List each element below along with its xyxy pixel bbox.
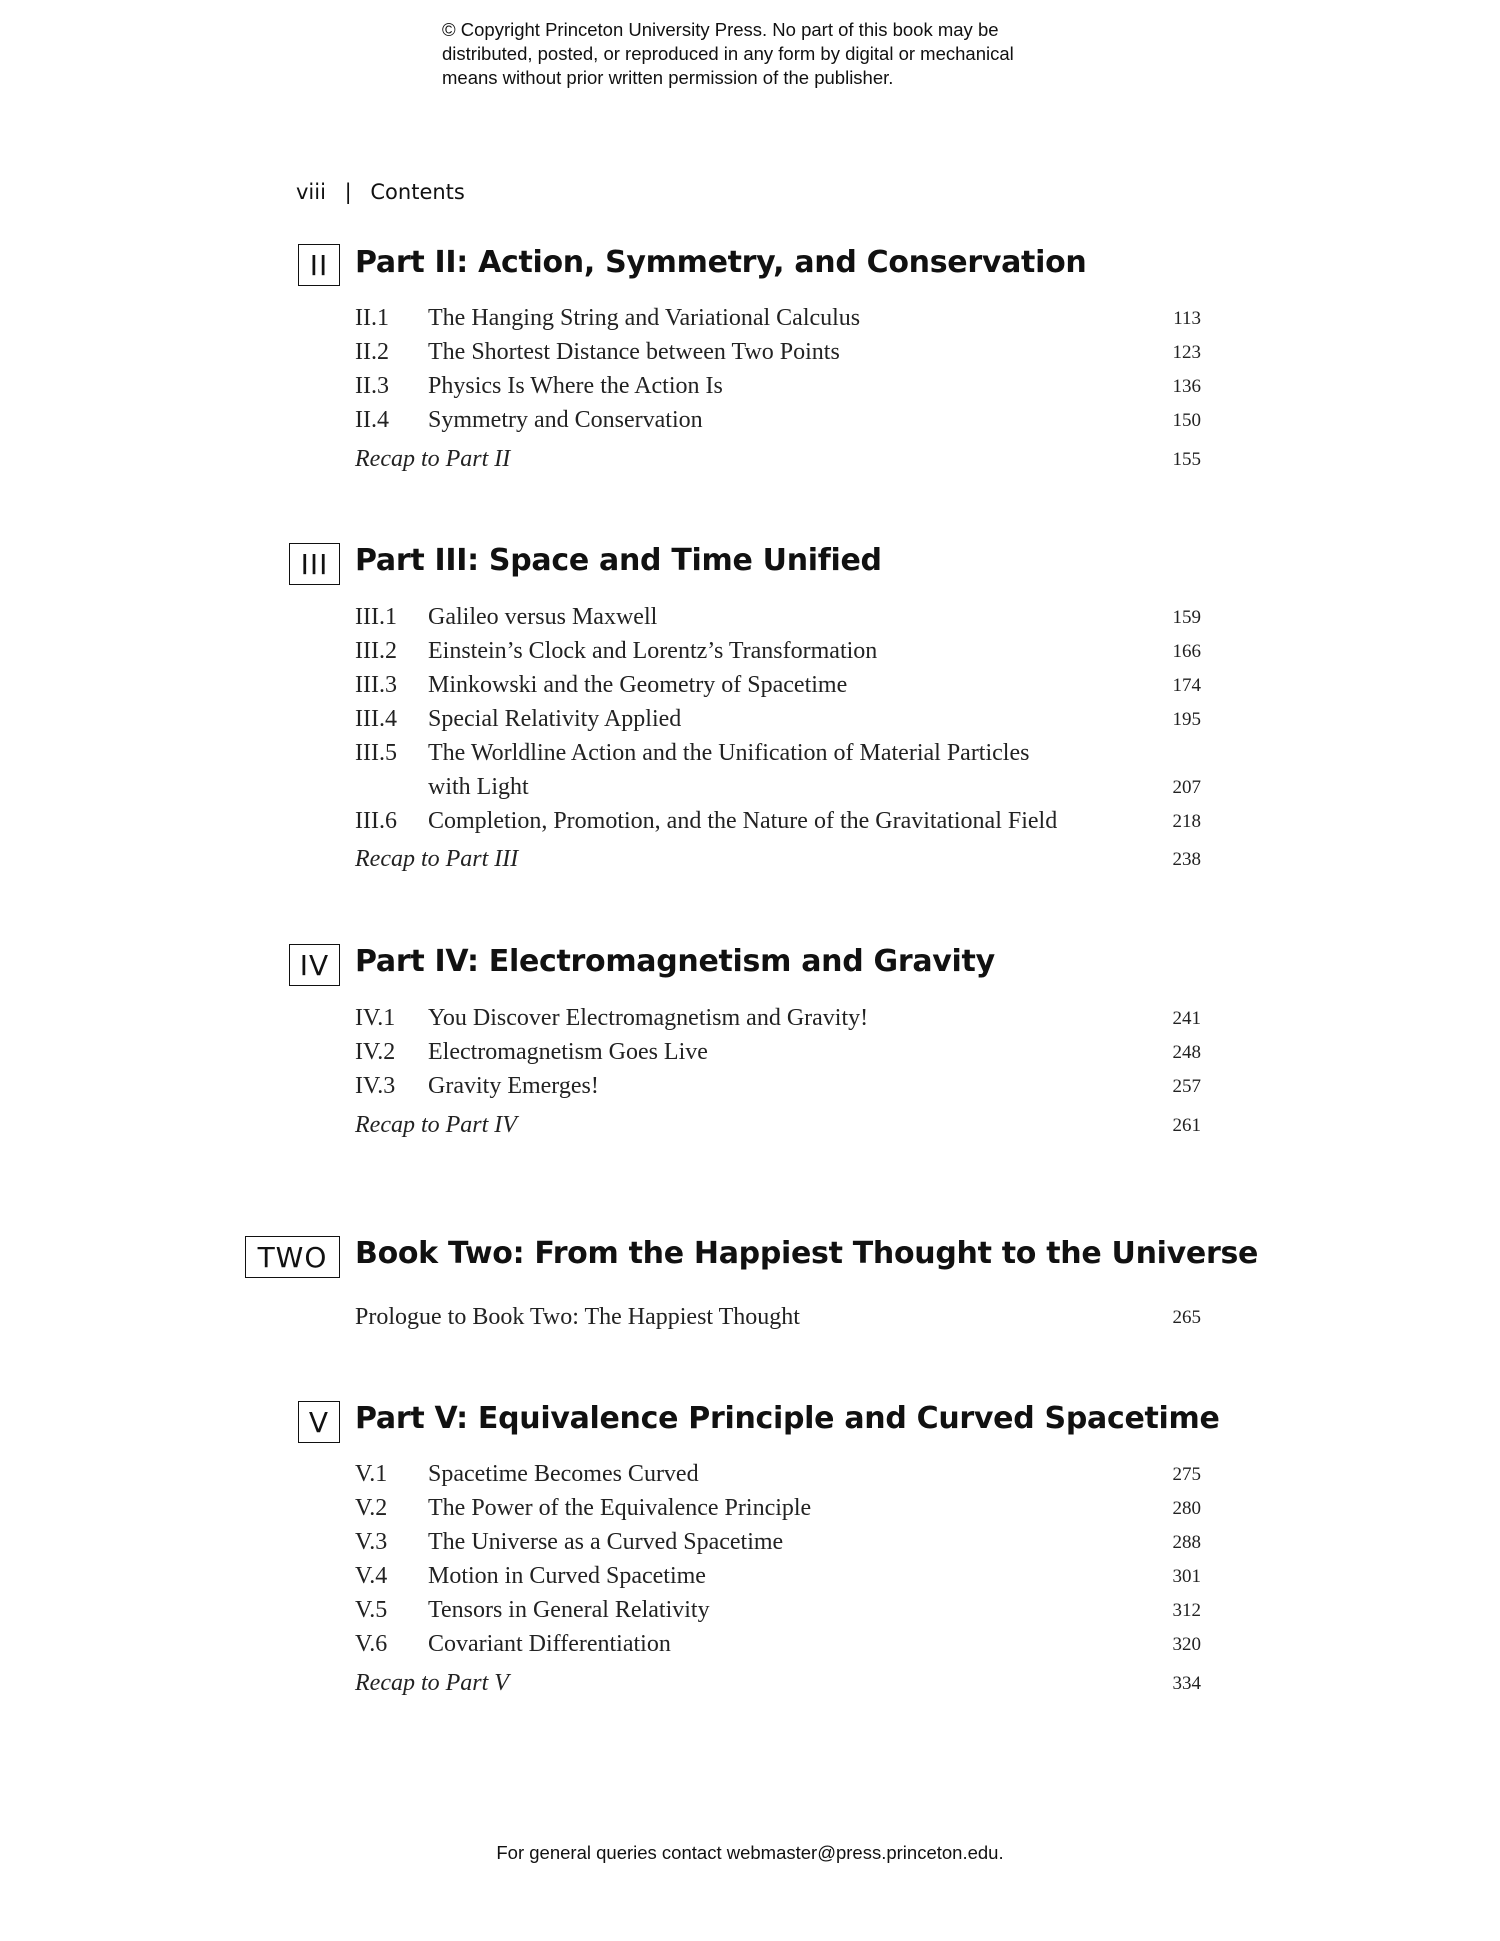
- toc-entry-page: 241: [1172, 1008, 1201, 1029]
- toc-entry-number: III.4: [355, 706, 397, 732]
- toc-entry[interactable]: [355, 305, 1201, 335]
- part-title: Part II: Action, Symmetry, and Conservation: [355, 245, 1087, 280]
- toc-entry-title: The Hanging String and Variational Calculus: [428, 305, 861, 331]
- toc-entry-page: 218: [1172, 811, 1201, 832]
- recap-entry[interactable]: [355, 1112, 1201, 1142]
- toc-entry-title: The Universe as a Curved Spacetime: [428, 1529, 784, 1555]
- part-label-box: III: [289, 543, 340, 585]
- toc-entry-title: The Power of the Equivalence Principle: [428, 1495, 812, 1521]
- toc-entry-title: Einstein’s Clock and Lorentz’s Transformation: [428, 638, 878, 664]
- recap-page: 155: [1172, 449, 1201, 470]
- toc-entry-page: 113: [1173, 308, 1201, 329]
- toc-entry-number: II.2: [355, 339, 389, 365]
- toc-entry-number: III.5: [355, 740, 397, 766]
- toc-entry-number: II.1: [355, 305, 389, 331]
- toc-entry-title: Galileo versus Maxwell: [428, 604, 658, 630]
- toc-entry[interactable]: [355, 407, 1201, 437]
- part-label-box: IV: [289, 944, 340, 986]
- toc-entry-page: 301: [1172, 1566, 1201, 1587]
- toc-entry-number: III.3: [355, 672, 397, 698]
- book-title: Book Two: From the Happiest Thought to the Universe: [355, 1236, 1259, 1271]
- recap-page: 238: [1172, 849, 1201, 870]
- toc-entry-page: 257: [1172, 1076, 1201, 1097]
- footer-contact: For general queries contact webmaster@press.princeton.edu.: [496, 1842, 1004, 1863]
- toc-entry-title: Electromagnetism Goes Live: [428, 1039, 708, 1065]
- toc-entry-number: V.1: [355, 1461, 388, 1487]
- copyright-line: distributed, posted, or reproduced in any form by digital or mechanical: [442, 43, 1014, 64]
- part-title: Part V: Equivalence Principle and Curved Spacetime: [355, 1401, 1220, 1436]
- toc-entry-number: IV.3: [355, 1073, 396, 1099]
- prologue-title: Prologue to Book Two: The Happiest Thought: [355, 1304, 800, 1330]
- toc-entry[interactable]: [355, 672, 1201, 702]
- toc-entry[interactable]: [355, 1529, 1201, 1559]
- toc-entry-number: V.4: [355, 1563, 388, 1589]
- toc-entry-page: 207: [1172, 777, 1201, 798]
- toc-entry[interactable]: [355, 740, 1201, 804]
- toc-entry-title: Covariant Differentiation: [428, 1631, 671, 1657]
- recap-entry[interactable]: [355, 846, 1201, 876]
- toc-entry[interactable]: [355, 808, 1201, 838]
- toc-entry-number: II.3: [355, 373, 389, 399]
- toc-entry-page: 136: [1172, 376, 1201, 397]
- toc-entry-title: Gravity Emerges!: [428, 1073, 599, 1099]
- recap-entry[interactable]: [355, 1670, 1201, 1700]
- copyright-line: © Copyright Princeton University Press. No part of this book may be: [442, 19, 999, 40]
- toc-entry-title: Physics Is Where the Action Is: [428, 373, 723, 399]
- toc-entry-title: Minkowski and the Geometry of Spacetime: [428, 672, 848, 698]
- toc-entry-page: 280: [1172, 1498, 1201, 1519]
- recap-title: Recap to Part IV: [355, 1112, 517, 1138]
- toc-entry[interactable]: [355, 604, 1201, 634]
- toc-entry-title: The Worldline Action and the Unification of Material Particles: [428, 740, 1030, 766]
- toc-entry-title: Motion in Curved Spacetime: [428, 1563, 706, 1589]
- prologue-entry[interactable]: [355, 1304, 1201, 1334]
- toc-entry-number: III.6: [355, 808, 397, 834]
- running-head: [296, 180, 465, 204]
- toc-entry[interactable]: [355, 1039, 1201, 1069]
- recap-title: Recap to Part V: [355, 1670, 509, 1696]
- toc-entry[interactable]: [355, 1005, 1201, 1035]
- toc-entry-page: 150: [1172, 410, 1201, 431]
- toc-entry-number: IV.2: [355, 1039, 396, 1065]
- toc-entry-title: Tensors in General Relativity: [428, 1597, 710, 1623]
- toc-entry[interactable]: [355, 1597, 1201, 1627]
- toc-entry-title: Spacetime Becomes Curved: [428, 1461, 699, 1487]
- toc-entry-number: IV.1: [355, 1005, 396, 1031]
- part-label-box: II: [298, 244, 340, 286]
- toc-entry-title-continued: with Light: [428, 774, 529, 800]
- book-label-box: TWO: [245, 1236, 340, 1278]
- toc-entry[interactable]: [355, 638, 1201, 668]
- part-title: Part IV: Electromagnetism and Gravity: [355, 944, 995, 979]
- toc-entry-number: III.2: [355, 638, 397, 664]
- toc-entry[interactable]: [355, 1073, 1201, 1103]
- toc-entry-page: 123: [1172, 342, 1201, 363]
- toc-entry[interactable]: [355, 1495, 1201, 1525]
- toc-entry-number: V.5: [355, 1597, 388, 1623]
- toc-entry-title: Special Relativity Applied: [428, 706, 682, 732]
- recap-page: 334: [1172, 1673, 1201, 1694]
- copyright-line: means without prior written permission of the publisher.: [442, 67, 894, 88]
- prologue-page: 265: [1172, 1307, 1201, 1328]
- running-head-separator: |: [344, 180, 352, 204]
- toc-entry-page: 159: [1172, 607, 1201, 628]
- toc-entry[interactable]: [355, 1563, 1201, 1593]
- toc-entry-page: 320: [1172, 1634, 1201, 1655]
- part-label-box: V: [298, 1401, 340, 1443]
- toc-entry-page: 166: [1172, 641, 1201, 662]
- toc-entry-page: 275: [1172, 1464, 1201, 1485]
- toc-entry[interactable]: [355, 339, 1201, 369]
- toc-entry[interactable]: [355, 706, 1201, 736]
- recap-title: Recap to Part II: [355, 446, 511, 472]
- toc-entry-number: V.2: [355, 1495, 388, 1521]
- toc-entry-page: 312: [1172, 1600, 1201, 1621]
- recap-page: 261: [1172, 1115, 1201, 1136]
- toc-entry[interactable]: [355, 1461, 1201, 1491]
- toc-entry-page: 195: [1172, 709, 1201, 730]
- toc-entry-number: III.1: [355, 604, 397, 630]
- toc-entry-title: You Discover Electromagnetism and Gravity!: [428, 1005, 869, 1031]
- toc-entry[interactable]: [355, 1631, 1201, 1661]
- toc-entry[interactable]: [355, 373, 1201, 403]
- toc-entry-page: 174: [1172, 675, 1201, 696]
- recap-entry[interactable]: [355, 446, 1201, 476]
- toc-entry-number: II.4: [355, 407, 389, 433]
- recap-title: Recap to Part III: [355, 846, 519, 872]
- toc-entry-page: 288: [1172, 1532, 1201, 1553]
- toc-entry-title: The Shortest Distance between Two Points: [428, 339, 840, 365]
- toc-entry-number: V.6: [355, 1631, 388, 1657]
- running-head-section: Contents: [370, 180, 465, 204]
- toc-entry-number: V.3: [355, 1529, 388, 1555]
- toc-entry-page: 248: [1172, 1042, 1201, 1063]
- toc-entry-title: Completion, Promotion, and the Nature of the Gravitational Field: [428, 808, 1058, 834]
- page-number: viii: [296, 180, 326, 204]
- copyright-notice: [442, 18, 1082, 90]
- toc-entry-title: Symmetry and Conservation: [428, 407, 703, 433]
- part-title: Part III: Space and Time Unified: [355, 543, 882, 578]
